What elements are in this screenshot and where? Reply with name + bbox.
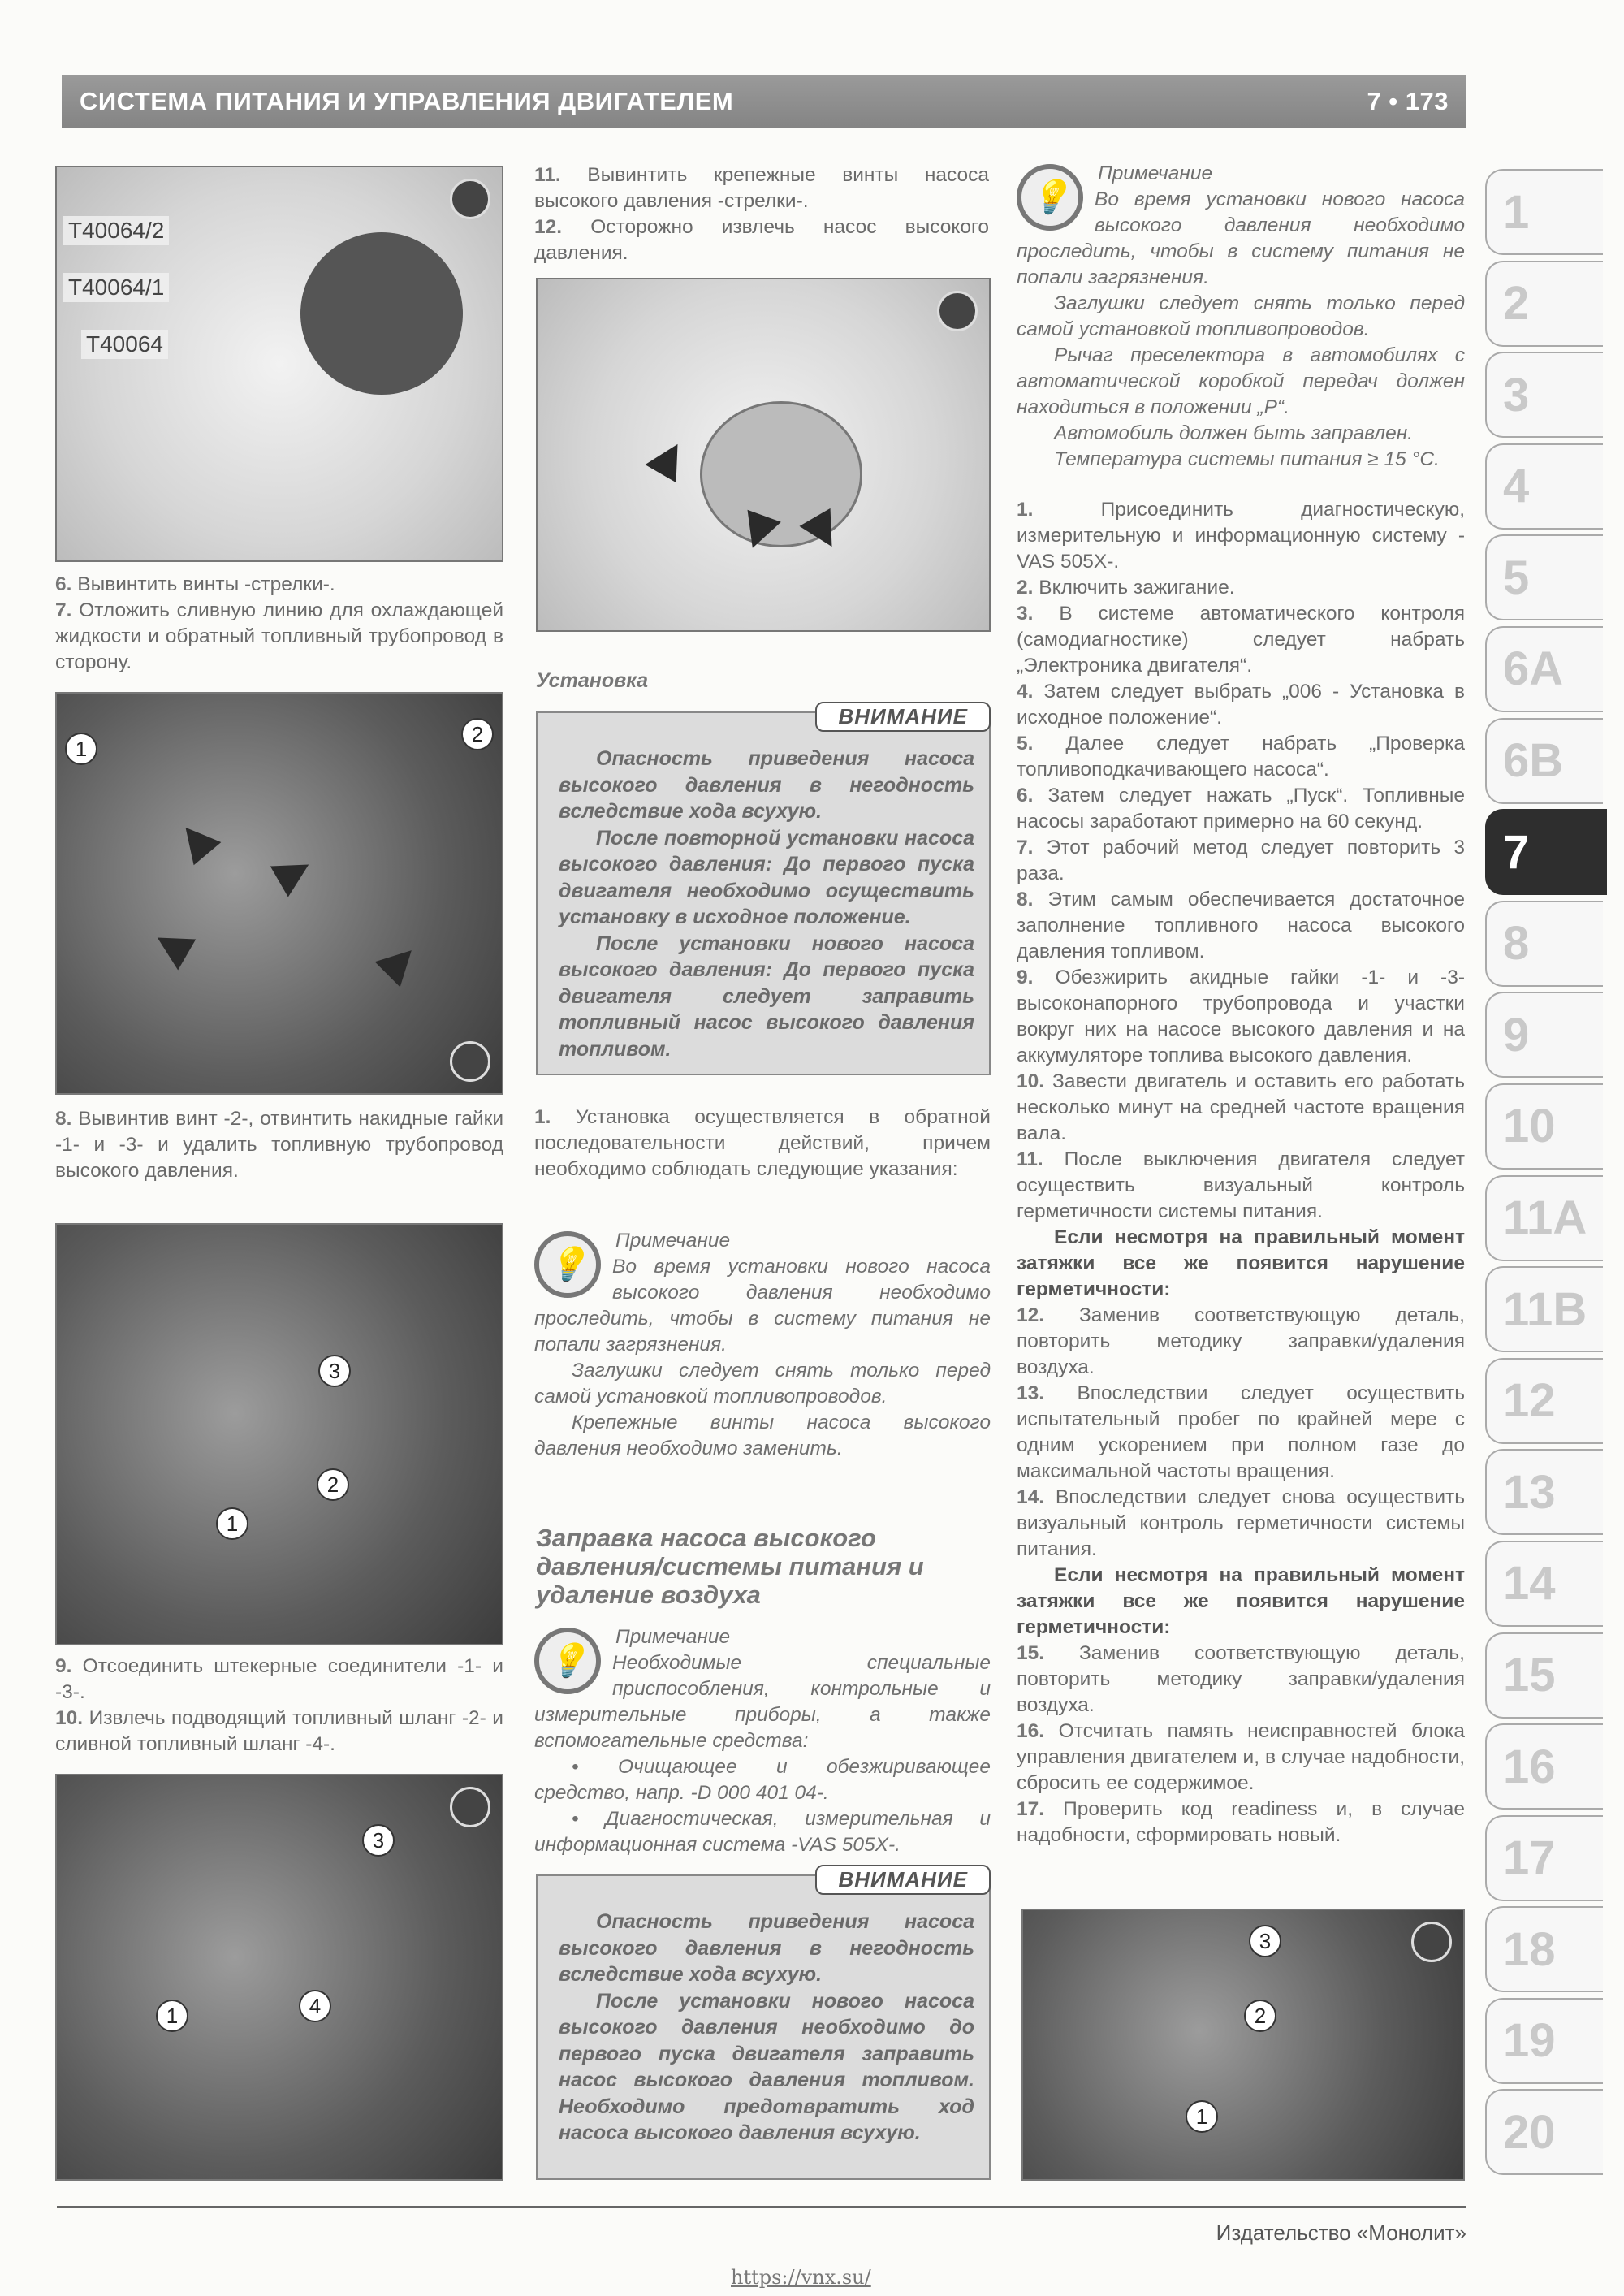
procedure-step: 10. Завести двигатель и оставить его работать несколько минут на средней частоте вращения вала. xyxy=(1017,1070,1465,1144)
subheading-installation: Установка xyxy=(536,669,649,692)
figure-pump-bolts xyxy=(536,278,991,632)
source-url-link[interactable]: https://vnx.su/ xyxy=(731,2266,871,2289)
chapter-tab-8[interactable]: 8 xyxy=(1485,901,1603,987)
chapter-tab-13[interactable]: 13 xyxy=(1485,1449,1603,1535)
figure-label: T40064/2 xyxy=(63,216,169,245)
note-box-1: 💡 Примечание Во время установки нового насоса высокого давления необходимо проследить, чтобы в систему питания не попали загрязнения. Заглушки следует снять только перед самой установкой топливопроводов. Крепежные винты насоса высокого давления необходимо заменить. xyxy=(534,1230,991,1459)
callout-2: 2 xyxy=(317,1468,349,1501)
fill-procedure-steps xyxy=(1017,497,1465,1848)
arrow-icon xyxy=(645,435,693,482)
figure-pump-connectors xyxy=(55,1223,503,1645)
note-box-2: 💡 Примечание Необходимые специальные приспособления, контрольные и измерительные приборы, а также вспомогательные средства: • Очищающее и обезжиривающее средство, напр. -D 000 401 04-. • Диагностическая, измерительная и информационная система -VAS 505X-. xyxy=(534,1626,991,1856)
install-step-1: 1. Установка осуществляется в обратной последовательности действий, причем необходимо соблюдать следующие указания: xyxy=(534,1106,991,1180)
chapter-tabs xyxy=(1485,169,1607,2181)
procedure-step: 3. В системе автоматического контроля (самодиагностике) следует набрать „Электроника двигателя“. xyxy=(1017,603,1465,677)
callout-1: 1 xyxy=(65,733,97,765)
lightbulb-icon: 💡 xyxy=(534,1628,601,1694)
procedure-step: 12. Заменив соответствующую деталь, повторить методику заправки/удаления воздуха. xyxy=(1017,1304,1465,1378)
caption-steps-9-10: 9. Отсоединить штекерные соединители -1- и -3-. 10. Извлечь подводящий топливный шланг -2- и сливной топливный шланг -4-. xyxy=(55,1655,503,1755)
figure-pump-lines xyxy=(1021,1909,1465,2181)
chapter-tab-4[interactable]: 4 xyxy=(1485,443,1603,530)
chapter-tab-12[interactable]: 12 xyxy=(1485,1358,1603,1444)
chapter-tab-16[interactable]: 16 xyxy=(1485,1723,1603,1810)
arrow-icon xyxy=(172,816,222,865)
warning-box-2: ВНИМАНИЕ Опасность приведения насоса высокого давления в негодность вследствие хода всухую. После установки нового насоса высокого давления необходимо до первого пуска двигателя заправить насос высокого давления топливом. Необходимо предотвратить ход насоса высокого давления всухую. xyxy=(536,1874,991,2180)
procedure-step: 11. После выключения двигателя следует осуществить визуальный контроль герметичности системы питания. xyxy=(1017,1148,1465,1222)
procedure-step: 8. Этим самым обеспечивается достаточное заполнение топливного насоса высокого давления топливом. xyxy=(1017,889,1465,962)
pulley-shape xyxy=(300,232,463,395)
page-number: 7 • 173 xyxy=(1367,87,1449,115)
callout-3: 3 xyxy=(1249,1925,1281,1957)
procedure-step: 16. Отсчитать память неисправностей блока управления двигателем и, в случае надобности, сбросить ее содержимое. xyxy=(1017,1720,1466,1794)
caption-step-8: 8. Вывинтив винт -2-, отвинтить накидные гайки -1- и -3- и удалить топливную трубопровод высокого давления. xyxy=(55,1108,503,1182)
figure-tool-installation xyxy=(55,166,503,562)
chapter-tab-6a[interactable]: 6A xyxy=(1485,626,1603,712)
lightbulb-icon: 💡 xyxy=(534,1231,601,1298)
chapter-tab-15[interactable]: 15 xyxy=(1485,1632,1603,1719)
warning-box-1: ВНИМАНИЕ Опасность приведения насоса высокого давления в негодность вследствие хода всухую. После повторной установки насоса высокого давления: До первого пуска двигателя необходимо осуществить установку в исходное положение. После установки нового насоса высокого давления: До первого пуска двигателя следует заправить топливный насос высокого давления топливом. xyxy=(536,711,991,1075)
figure-label: T40064/1 xyxy=(63,273,169,302)
procedure-step: 2. Включить зажигание. xyxy=(1017,577,1235,599)
chapter-tab-19[interactable]: 19 xyxy=(1485,1998,1603,2084)
chapter-tab-9[interactable]: 9 xyxy=(1485,992,1603,1078)
chapter-tab-11a[interactable]: 11A xyxy=(1485,1175,1603,1261)
callout-1: 1 xyxy=(216,1507,248,1540)
footer-divider xyxy=(57,2206,1466,2208)
chapter-tab-5[interactable]: 5 xyxy=(1485,534,1603,620)
warning-label: ВНИМАНИЕ xyxy=(815,702,991,732)
publisher-logo-icon xyxy=(450,1041,490,1082)
chapter-tab-14[interactable]: 14 xyxy=(1485,1541,1603,1627)
publisher-logo-icon xyxy=(450,179,490,219)
procedure-step: 9. Обезжирить акидные гайки -1- и -3- высоконапорного трубопровода и участки вокруг них на насосе высокого давления и на аккумуляторе топлива высокого давления. xyxy=(1017,966,1465,1066)
procedure-step: 7. Этот рабочий метод следует повторить 3 раза. xyxy=(1017,837,1465,884)
procedure-step: 1. Присоединить диагностическую, измерительную и информационную систему -VAS 505X-. xyxy=(1017,499,1465,573)
callout-1: 1 xyxy=(1186,2100,1218,2133)
section-heading: Заправка насоса высокого давления/системы питания и удаление воздуха xyxy=(536,1524,924,1609)
figure-label: T40064 xyxy=(81,330,168,359)
chapter-tab-1[interactable]: 1 xyxy=(1485,169,1603,255)
leak-condition: Если несмотря на правильный момент затяжки все же появится нарушение герметичности: xyxy=(1017,1226,1465,1300)
callout-3: 3 xyxy=(362,1824,395,1857)
note-box-3: 💡 Примечание Во время установки нового насоса высокого давления необходимо проследить, чтобы в систему питания не попали загрязнения. Заглушки следует снять только перед самой установкой топливопроводов. Рычаг преселектора в автомобилях с автоматической коробкой передач должен находиться в положении „P“. Автомобиль должен быть заправлен. Температура системы питания ≥ 15 °C. xyxy=(1017,162,1465,470)
callout-4: 4 xyxy=(299,1990,331,2022)
chapter-tab-3[interactable]: 3 xyxy=(1485,352,1603,438)
chapter-header xyxy=(62,75,1466,128)
lightbulb-icon: 💡 xyxy=(1017,164,1083,231)
procedure-step: 14. Впоследствии следует снова осуществить визуальный контроль герметичности системы питания. xyxy=(1017,1486,1465,1560)
chapter-tab-18[interactable]: 18 xyxy=(1485,1906,1603,1992)
publisher-name: Издательство «Монолит» xyxy=(1216,2220,1466,2245)
publisher-logo-icon xyxy=(937,291,978,331)
callout-3: 3 xyxy=(318,1355,351,1387)
publisher-logo-icon xyxy=(450,1787,490,1827)
steps-11-12: 11. Вывинтить крепежные винты насоса высокого давления -стрелки-. 12. Осторожно извлечь насос высокого давления. xyxy=(534,164,990,264)
arrow-icon xyxy=(149,922,196,970)
chapter-tab-17[interactable]: 17 xyxy=(1485,1815,1603,1901)
callout-2: 2 xyxy=(461,718,494,750)
chapter-tab-7[interactable]: 7 xyxy=(1485,809,1607,895)
callout-1: 1 xyxy=(156,2000,188,2032)
chapter-tab-6b[interactable]: 6B xyxy=(1485,718,1603,804)
procedure-step: 4. Затем следует выбрать „006 - Установка в исходное положение“. xyxy=(1017,681,1465,729)
caption-steps-6-7: 6. Вывинтить винты -стрелки-. 7. Отложить сливную линию для охлаждающей жидкости и обратный топливный трубопровод в сторону. xyxy=(55,573,504,673)
warning-label: ВНИМАНИЕ xyxy=(815,1865,991,1895)
chapter-tab-10[interactable]: 10 xyxy=(1485,1083,1603,1170)
leak-condition: Если несмотря на правильный момент затяжки все же появится нарушение герметичности: xyxy=(1017,1564,1465,1638)
chapter-tab-11b[interactable]: 11B xyxy=(1485,1266,1603,1352)
arrow-icon xyxy=(375,938,425,988)
procedure-step: 13. Впоследствии следует осуществить испытательный пробег по крайней мере с одним ускорением при полном газе до максимальной частоты вращения. xyxy=(1017,1382,1465,1482)
procedure-step: 6. Затем следует нажать „Пуск“. Топливные насосы заработают примерно на 60 секунд. xyxy=(1017,785,1466,832)
chapter-tab-2[interactable]: 2 xyxy=(1485,261,1603,347)
procedure-step: 5. Далее следует набрать „Проверка топливоподкачивающего насоса“. xyxy=(1017,733,1466,780)
chapter-title: СИСТЕМА ПИТАНИЯ И УПРАВЛЕНИЯ ДВИГАТЕЛЕМ xyxy=(80,87,734,115)
chapter-tab-20[interactable]: 20 xyxy=(1485,2089,1603,2175)
figure-fuel-hoses xyxy=(55,1774,503,2181)
procedure-step: 17. Проверить код readiness и, в случае надобности, сформировать новый. xyxy=(1017,1798,1465,1846)
publisher-logo-icon xyxy=(1411,1922,1452,1962)
figure-fuel-line xyxy=(55,692,503,1095)
procedure-step: 15. Заменив соответствующую деталь, повторить методику заправки/удаления воздуха. xyxy=(1017,1642,1465,1716)
arrow-icon xyxy=(270,849,317,897)
callout-2: 2 xyxy=(1244,2000,1276,2032)
